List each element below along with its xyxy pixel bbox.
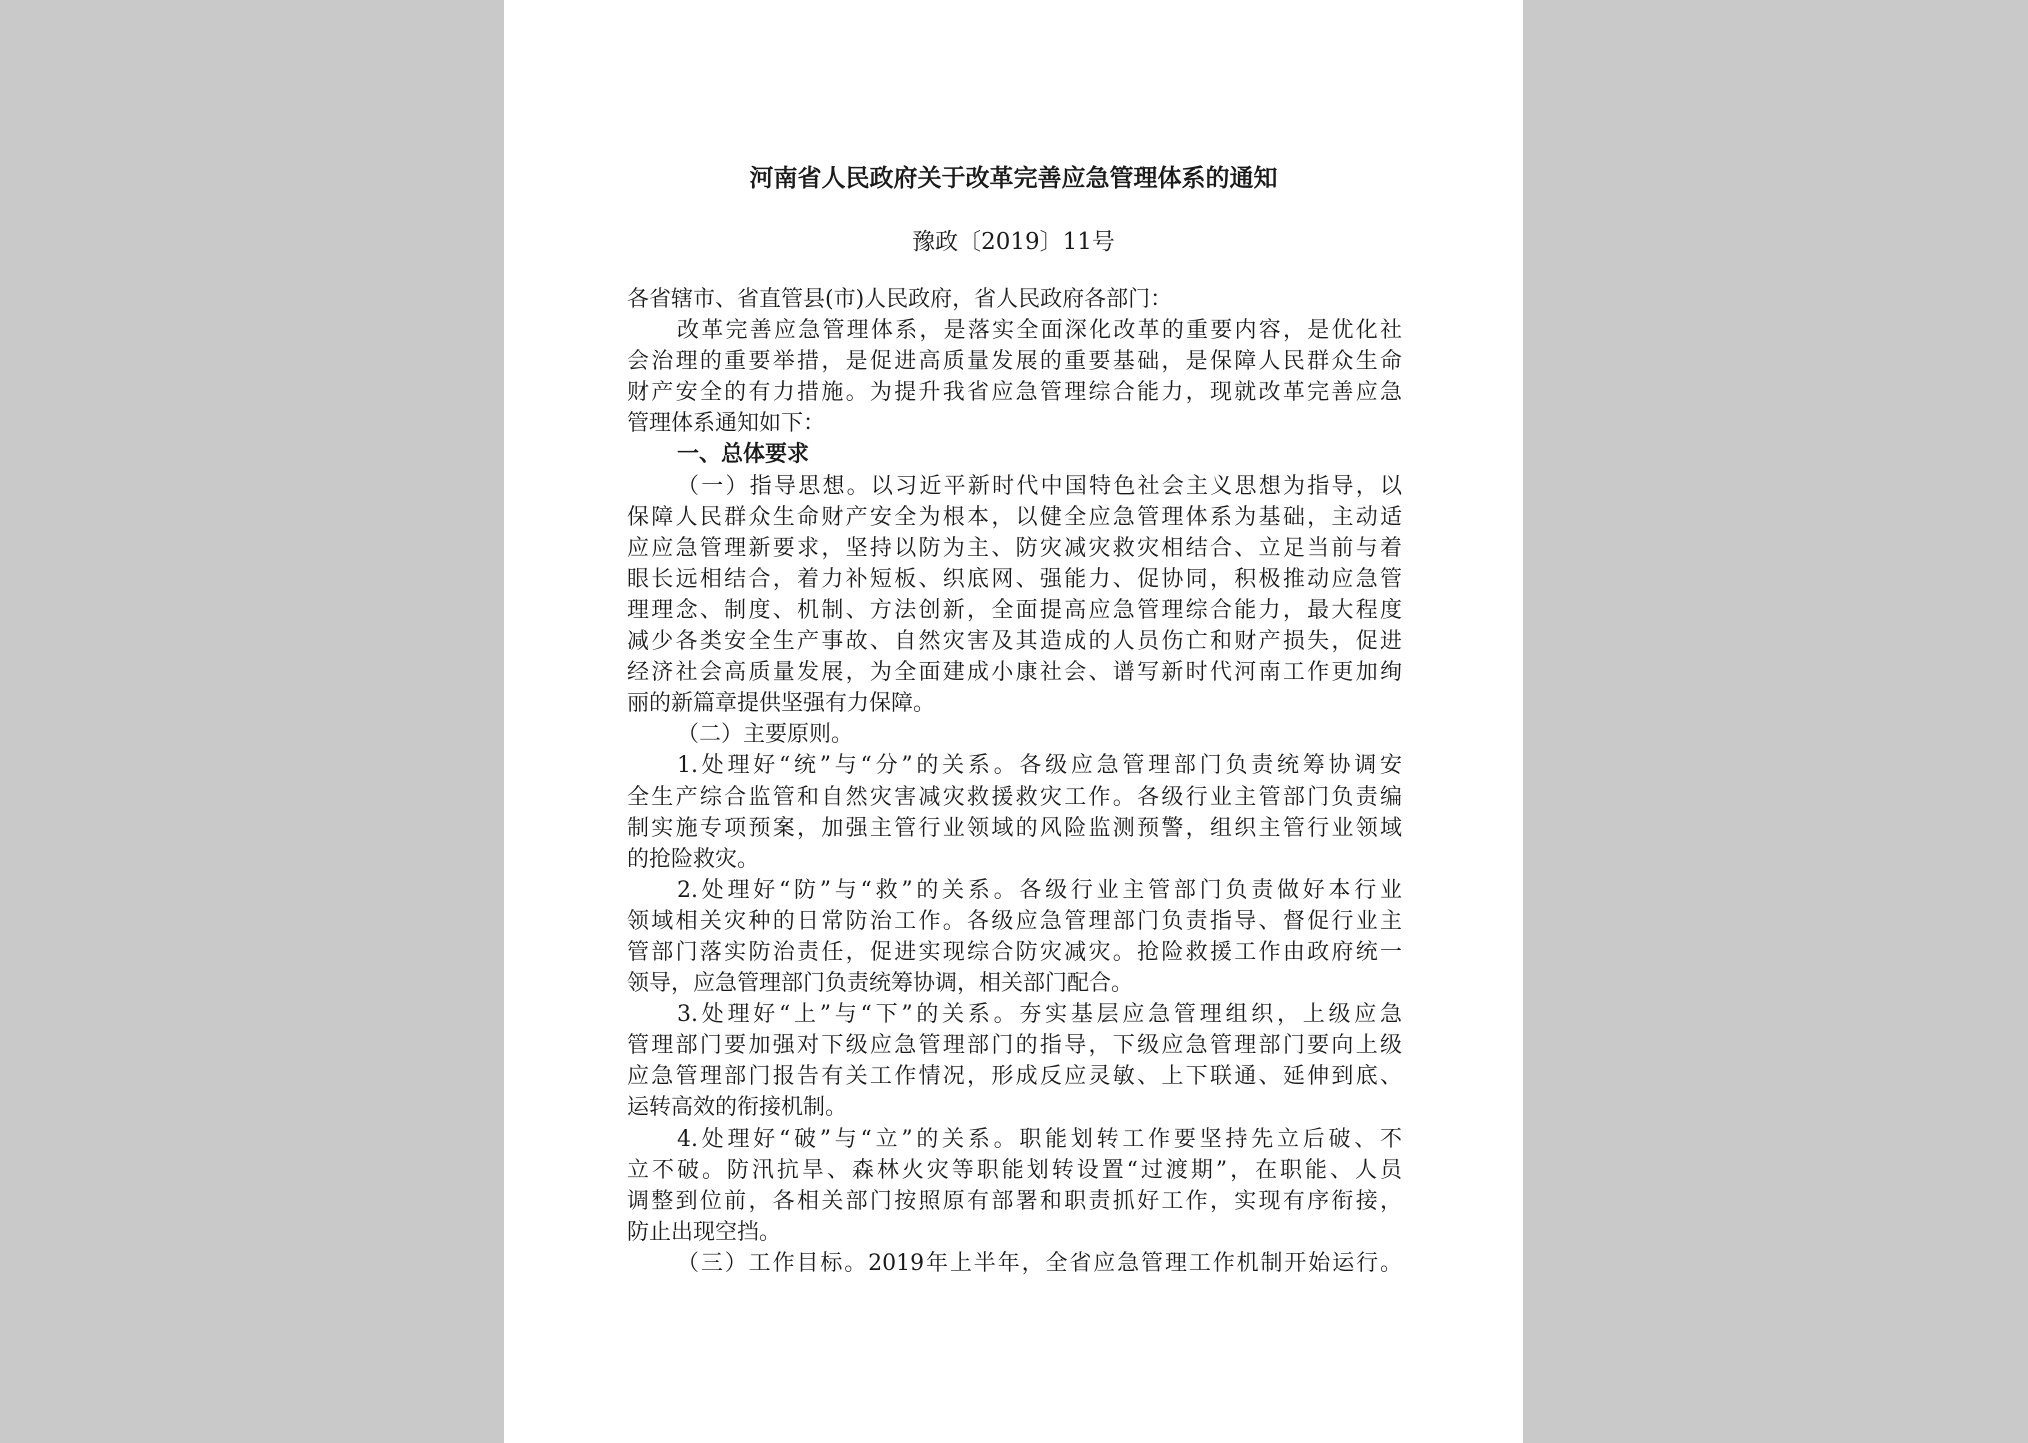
text-line: 改革完善应急管理体系，是落实全面深化改革的重要内容，是优化社 bbox=[677, 318, 1402, 344]
text-line: 管理体系通知如下： bbox=[627, 411, 826, 437]
text-line: 调整到位前，各相关部门按照原有部署和职责抓好工作，实现有序衔接， bbox=[627, 1188, 1402, 1214]
text-line: 应应急管理新要求，坚持以防为主、防灾减灾救灾相结合、立足当前与着 bbox=[627, 535, 1402, 561]
document-number: 豫政〔2019〕11号 bbox=[912, 229, 1115, 255]
text-line: （三）工作目标。2019年上半年，全省应急管理工作机制开始运行。 bbox=[677, 1250, 1402, 1276]
text-line: 4.处理好“破”与“立”的关系。职能划转工作要坚持先立后破、不 bbox=[677, 1126, 1402, 1152]
text-line: 会治理的重要举措，是促进高质量发展的重要基础，是保障人民群众生命 bbox=[627, 349, 1402, 375]
text-line: 领域相关灾种的日常防治工作。各级应急管理部门负责指导、督促行业主 bbox=[627, 908, 1402, 934]
text-line: 2.处理好“防”与“救”的关系。各级行业主管部门负责做好本行业 bbox=[677, 877, 1402, 903]
text-line: 眼长远相结合，着力补短板、织底网、强能力、促协同，积极推动应急管 bbox=[627, 566, 1402, 592]
document-title: 河南省人民政府关于改革完善应急管理体系的通知 bbox=[749, 164, 1278, 192]
text-line: 立不破。防汛抗旱、森林火灾等职能划转设置“过渡期”，在职能、人员 bbox=[627, 1157, 1402, 1183]
text-line: 运转高效的衔接机制。 bbox=[627, 1095, 848, 1121]
text-line: （一）指导思想。以习近平新时代中国特色社会主义思想为指导，以 bbox=[677, 473, 1402, 499]
text-line: 各省辖市、省直管县(市)人民政府，省人民政府各部门： bbox=[627, 287, 1173, 312]
text-line: 理理念、制度、机制、方法创新，全面提高应急管理综合能力，最大程度 bbox=[627, 597, 1402, 623]
text-line: 管部门落实防治责任，促进实现综合防灾减灾。抢险救援工作由政府统一 bbox=[627, 939, 1402, 965]
text-line: 减少各类安全生产事故、自然灾害及其造成的人员伤亡和财产损失，促进 bbox=[627, 629, 1402, 655]
text-line: 保障人民群众生命财产安全为根本，以健全应急管理体系为基础，主动适 bbox=[627, 504, 1402, 530]
text-line: 的抢险救灾。 bbox=[627, 846, 760, 872]
text-line: 全生产综合监管和自然灾害减灾救援救灾工作。各级行业主管部门负责编 bbox=[627, 784, 1402, 810]
text-line: 3.处理好“上”与“下”的关系。夯实基层应急管理组织，上级应急 bbox=[677, 1002, 1402, 1028]
document-page bbox=[504, 0, 1523, 1443]
text-line: 应急管理部门报告有关工作情况，形成反应灵敏、上下联通、延伸到底、 bbox=[627, 1064, 1402, 1090]
text-line: 1.处理好“统”与“分”的关系。各级应急管理部门负责统筹协调安 bbox=[677, 753, 1402, 779]
text-line: 制实施专项预案，加强主管行业领域的风险监测预警，组织主管行业领域 bbox=[627, 815, 1402, 841]
section-heading: 一、总体要求 bbox=[677, 442, 810, 468]
text-line: 经济社会高质量发展，为全面建成小康社会、谱写新时代河南工作更加绚 bbox=[627, 660, 1402, 686]
document-body bbox=[627, 284, 1402, 1279]
text-line: 防止出现空挡。 bbox=[627, 1219, 782, 1245]
text-line: 管理部门要加强对下级应急管理部门的指导，下级应急管理部门要向上级 bbox=[627, 1033, 1402, 1059]
text-line: 财产安全的有力措施。为提升我省应急管理综合能力，现就改革完善应急 bbox=[627, 380, 1402, 406]
text-line: 丽的新篇章提供坚强有力保障。 bbox=[627, 691, 936, 717]
text-line: 领导，应急管理部门负责统筹协调，相关部门配合。 bbox=[627, 971, 1134, 997]
text-line: （二）主要原则。 bbox=[677, 722, 854, 748]
